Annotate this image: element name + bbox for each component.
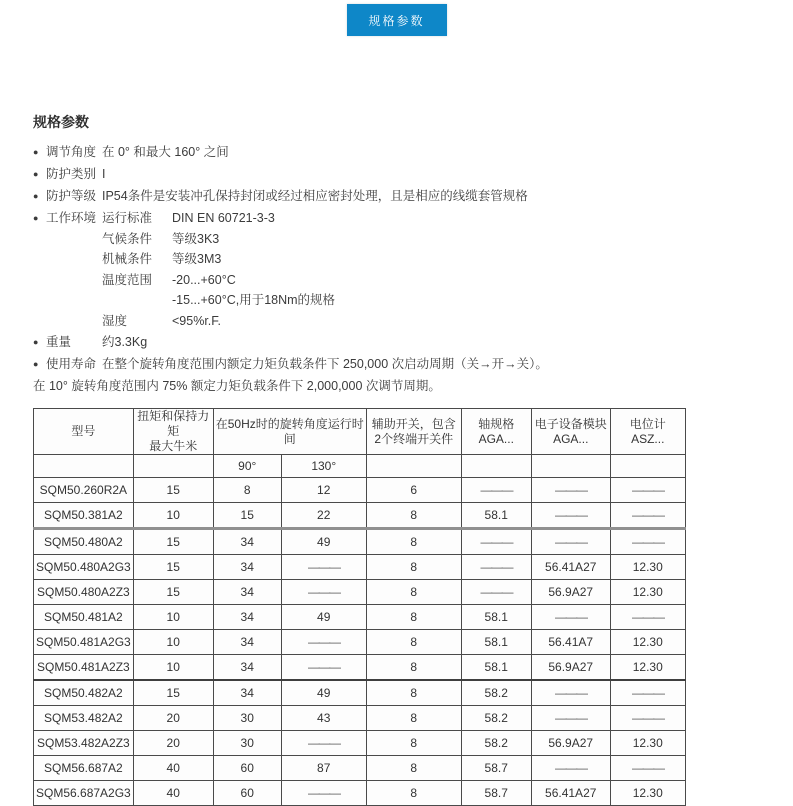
value-cell: 58.7 — [461, 756, 531, 781]
spec-value-row — [102, 164, 763, 185]
value-cell: 12.30 — [610, 731, 685, 756]
value-cell: 49 — [281, 529, 366, 555]
tab-spec-params[interactable]: 规格参数 — [347, 4, 447, 36]
value-cell — [281, 731, 366, 756]
table-row — [34, 580, 686, 605]
spec-item — [33, 142, 763, 163]
no-value-dash: ——— — [554, 711, 587, 725]
value-cell: 34 — [213, 555, 281, 580]
spec-value-row — [102, 229, 763, 250]
subheader-empty-cell — [366, 455, 461, 478]
value-cell: 56.41A7 — [531, 630, 610, 655]
no-value-dash: ——— — [631, 483, 664, 497]
no-value-dash: ——— — [631, 610, 664, 624]
spec-value-row — [102, 311, 763, 332]
no-value-dash: ——— — [631, 686, 664, 700]
model-cell: SQM50.481A2Z3 — [34, 655, 134, 681]
spec-label: 使用寿命 — [46, 357, 97, 371]
model-cell: SQM50.480A2 — [34, 529, 134, 555]
value-cell: 49 — [281, 680, 366, 706]
spec-table — [33, 408, 686, 806]
no-value-dash: ——— — [631, 535, 664, 549]
value-cell — [610, 680, 685, 706]
bullet-icon: ● — [33, 169, 39, 179]
value-cell: 34 — [213, 605, 281, 630]
bullet-icon: ● — [33, 191, 39, 201]
value-cell: 34 — [213, 630, 281, 655]
table-row — [34, 731, 686, 756]
value-cell: 87 — [281, 756, 366, 781]
spec-item — [33, 186, 763, 207]
no-value-dash: ——— — [307, 786, 340, 800]
col-header-runtime: 在50Hz时的旋转角度运行时间 — [213, 409, 366, 455]
col-header-shaft-line1: 轴规格 — [478, 416, 515, 431]
no-value-dash: ——— — [631, 508, 664, 522]
model-cell: SQM56.687A2 — [34, 756, 134, 781]
value-cell — [281, 781, 366, 806]
value-cell: 12.30 — [610, 655, 685, 681]
spec-values — [102, 186, 763, 207]
spec-value: 在 0° 和最大 160° 之间 — [102, 145, 229, 159]
subheader-empty-cell — [461, 455, 531, 478]
value-cell: 15 — [133, 680, 213, 706]
value-cell: 20 — [133, 731, 213, 756]
model-cell: SQM50.481A2G3 — [34, 630, 134, 655]
spec-label: 工作环境 — [46, 211, 97, 225]
value-cell: 6 — [366, 478, 461, 503]
value-cell: 8 — [366, 680, 461, 706]
value-cell: 10 — [133, 630, 213, 655]
value-cell — [531, 478, 610, 503]
table-row — [34, 529, 686, 555]
col-header-shaft — [461, 409, 531, 455]
spec-value-row — [102, 332, 763, 353]
spec-value-row — [102, 354, 763, 375]
value-cell: 12.30 — [610, 630, 685, 655]
value-cell — [610, 503, 685, 529]
value-cell: 58.1 — [461, 605, 531, 630]
no-value-dash: ——— — [480, 560, 512, 574]
col-header-pot-line1: 电位计 — [629, 416, 666, 431]
value-cell — [281, 630, 366, 655]
spec-item — [33, 208, 763, 331]
value-cell: 10 — [133, 655, 213, 681]
value-cell: 22 — [281, 503, 366, 529]
value-cell — [531, 503, 610, 529]
no-value-dash: ——— — [554, 483, 587, 497]
subheader-130deg: 130° — [281, 455, 366, 478]
col-header-torque-line2: 最大牛米 — [149, 439, 198, 453]
no-value-dash: ——— — [631, 761, 664, 775]
value-cell — [531, 706, 610, 731]
spec-value: -20...+60°C — [172, 272, 236, 287]
value-cell — [610, 706, 685, 731]
value-cell: 15 — [213, 503, 281, 529]
value-cell: 30 — [213, 706, 281, 731]
value-cell: 56.9A27 — [531, 655, 610, 681]
table-row — [34, 630, 686, 655]
col-header-electronics-module — [531, 409, 610, 455]
spec-sublabel: 湿度 — [102, 313, 128, 328]
model-cell: SQM50.381A2 — [34, 503, 134, 529]
value-cell: 8 — [366, 580, 461, 605]
value-cell: 60 — [213, 756, 281, 781]
spec-value-row — [102, 270, 763, 291]
table-row — [34, 555, 686, 580]
col-header-module-line1: 电子设备模块 — [534, 416, 607, 431]
spec-value-row — [102, 290, 763, 311]
no-value-dash: ——— — [480, 483, 512, 497]
spec-value: 约3.3Kg — [102, 335, 148, 349]
no-value-dash: ——— — [307, 736, 340, 750]
model-cell: SQM50.482A2 — [34, 680, 134, 706]
value-cell: 56.41A27 — [531, 555, 610, 580]
table-row — [34, 680, 686, 706]
spec-value-row — [102, 186, 763, 207]
no-value-dash: ——— — [554, 508, 587, 522]
section-title: 规格参数 — [33, 114, 89, 130]
subheader-empty-cell — [133, 455, 213, 478]
value-cell: 34 — [213, 580, 281, 605]
value-cell: 56.9A27 — [531, 580, 610, 605]
spec-label: 防护类别 — [46, 167, 97, 181]
lifetime-footnote: 在 10° 旋转角度范围内 75% 额定力矩负载条件下 2,000,000 次调节周期。 — [33, 379, 441, 393]
no-value-dash: ——— — [480, 535, 512, 549]
value-cell: 58.2 — [461, 706, 531, 731]
value-cell — [610, 478, 685, 503]
value-cell: 49 — [281, 605, 366, 630]
spec-value-row — [102, 142, 763, 163]
value-cell: 12.30 — [610, 580, 685, 605]
bullet-icon: ● — [33, 213, 39, 223]
spec-sublabel — [102, 290, 172, 311]
col-header-model: 型号 — [34, 409, 134, 455]
no-value-dash: ——— — [554, 686, 587, 700]
spec-item — [33, 354, 763, 375]
spec-list — [33, 142, 763, 375]
spec-values — [102, 354, 763, 375]
value-cell — [461, 478, 531, 503]
no-value-dash: ——— — [307, 660, 340, 674]
value-cell — [531, 529, 610, 555]
value-cell: 10 — [133, 503, 213, 529]
no-value-dash: ——— — [307, 585, 340, 599]
spec-section — [33, 112, 763, 806]
spec-sublabel: 温度范围 — [102, 272, 153, 287]
bullet-icon: ● — [33, 147, 39, 157]
spec-sublabel: 运行标准 — [102, 211, 153, 225]
value-cell: 56.41A27 — [531, 781, 610, 806]
value-cell: 12.30 — [610, 781, 685, 806]
top-tab-bar — [0, 0, 793, 36]
value-cell: 20 — [133, 706, 213, 731]
value-cell — [610, 756, 685, 781]
spec-value: 等级3M3 — [172, 252, 222, 266]
model-cell: SQM53.482A2 — [34, 706, 134, 731]
spec-value: -15...+60°C,用于18Nm的规格 — [172, 293, 336, 307]
table-row — [34, 478, 686, 503]
spec-value: I — [102, 167, 106, 181]
no-value-dash: ——— — [554, 761, 587, 775]
spec-values — [102, 332, 763, 353]
value-cell: 40 — [133, 756, 213, 781]
col-header-torque — [133, 409, 213, 455]
table-row — [34, 756, 686, 781]
value-cell: 15 — [133, 580, 213, 605]
spec-values — [102, 142, 763, 163]
value-cell: 15 — [133, 478, 213, 503]
value-cell: 8 — [366, 706, 461, 731]
model-cell: SQM50.480A2G3 — [34, 555, 134, 580]
value-cell: 15 — [133, 555, 213, 580]
value-cell: 8 — [213, 478, 281, 503]
col-header-potentiometer — [610, 409, 685, 455]
value-cell: 58.7 — [461, 781, 531, 806]
subheader-empty-cell — [531, 455, 610, 478]
spec-values — [102, 208, 763, 331]
value-cell: 58.1 — [461, 503, 531, 529]
value-cell: 40 — [133, 781, 213, 806]
value-cell: 12.30 — [610, 555, 685, 580]
value-cell: 15 — [133, 529, 213, 555]
model-cell: SQM53.482A2Z3 — [34, 731, 134, 756]
spec-item — [33, 164, 763, 185]
value-cell — [281, 655, 366, 681]
value-cell — [461, 580, 531, 605]
bullet-icon: ● — [33, 337, 39, 347]
value-cell — [461, 555, 531, 580]
value-cell — [461, 529, 531, 555]
bullet-icon: ● — [33, 359, 39, 369]
spec-label: 重量 — [46, 335, 72, 349]
value-cell: 58.2 — [461, 731, 531, 756]
subheader-empty-cell — [610, 455, 685, 478]
value-cell: 58.1 — [461, 630, 531, 655]
spec-value-row — [102, 208, 763, 229]
value-cell — [531, 680, 610, 706]
value-cell: 58.1 — [461, 655, 531, 681]
value-cell: 56.9A27 — [531, 731, 610, 756]
model-cell: SQM50.480A2Z3 — [34, 580, 134, 605]
value-cell: 8 — [366, 503, 461, 529]
model-cell: SQM56.687A2G3 — [34, 781, 134, 806]
spec-value: 等级3K3 — [172, 231, 220, 246]
value-cell — [610, 605, 685, 630]
value-cell: 43 — [281, 706, 366, 731]
col-header-torque-line1: 扭矩和保持力矩 — [137, 409, 210, 438]
no-value-dash: ——— — [631, 711, 664, 725]
no-value-dash: ——— — [307, 560, 340, 574]
spec-value: 在整个旋转角度范围内额定力矩负载条件下 250,000 次启动周期（关→开→关）。 — [102, 357, 548, 371]
spec-item — [33, 332, 763, 353]
value-cell — [531, 605, 610, 630]
col-header-aux-switch: 辅助开关，包含2个终端开关件 — [366, 409, 461, 455]
col-header-pot-line2: ASZ... — [631, 431, 665, 446]
spec-value: <95%r.F. — [172, 313, 221, 328]
value-cell: 10 — [133, 605, 213, 630]
value-cell: 8 — [366, 731, 461, 756]
value-cell — [281, 580, 366, 605]
no-value-dash: ——— — [480, 585, 512, 599]
value-cell — [610, 529, 685, 555]
model-cell: SQM50.260R2A — [34, 478, 134, 503]
spec-value: DIN EN 60721-3-3 — [172, 211, 275, 225]
value-cell: 34 — [213, 680, 281, 706]
value-cell: 8 — [366, 630, 461, 655]
spec-value-row — [102, 249, 763, 270]
value-cell: 30 — [213, 731, 281, 756]
value-cell — [531, 756, 610, 781]
value-cell: 8 — [366, 605, 461, 630]
no-value-dash: ——— — [307, 635, 340, 649]
table-header-row — [34, 409, 686, 455]
table-row — [34, 781, 686, 806]
table-row — [34, 605, 686, 630]
no-value-dash: ——— — [554, 610, 587, 624]
value-cell: 8 — [366, 529, 461, 555]
spec-value: IP54条件是安装冲孔保持封闭或经过相应密封处理，且是相应的线缆套管规格 — [102, 189, 528, 203]
value-cell: 8 — [366, 781, 461, 806]
table-row — [34, 655, 686, 681]
col-header-module-line2: AGA... — [553, 431, 589, 446]
table-subheader-row — [34, 455, 686, 478]
value-cell: 8 — [366, 655, 461, 681]
table-row — [34, 706, 686, 731]
col-header-shaft-line2: AGA... — [478, 431, 514, 446]
spec-sublabel: 机械条件 — [102, 252, 153, 266]
no-value-dash: ——— — [554, 535, 587, 549]
value-cell: 34 — [213, 529, 281, 555]
value-cell: 34 — [213, 655, 281, 681]
model-cell: SQM50.481A2 — [34, 605, 134, 630]
spec-label: 调节角度 — [46, 145, 97, 159]
value-cell: 58.2 — [461, 680, 531, 706]
value-cell: 60 — [213, 781, 281, 806]
subheader-90deg: 90° — [213, 455, 281, 478]
spec-values — [102, 164, 763, 185]
value-cell — [281, 555, 366, 580]
subheader-empty-cell — [34, 455, 134, 478]
table-row — [34, 503, 686, 529]
value-cell: 8 — [366, 555, 461, 580]
value-cell: 8 — [366, 756, 461, 781]
spec-label: 防护等级 — [46, 189, 97, 203]
value-cell: 12 — [281, 478, 366, 503]
spec-sublabel: 气候条件 — [102, 231, 153, 246]
